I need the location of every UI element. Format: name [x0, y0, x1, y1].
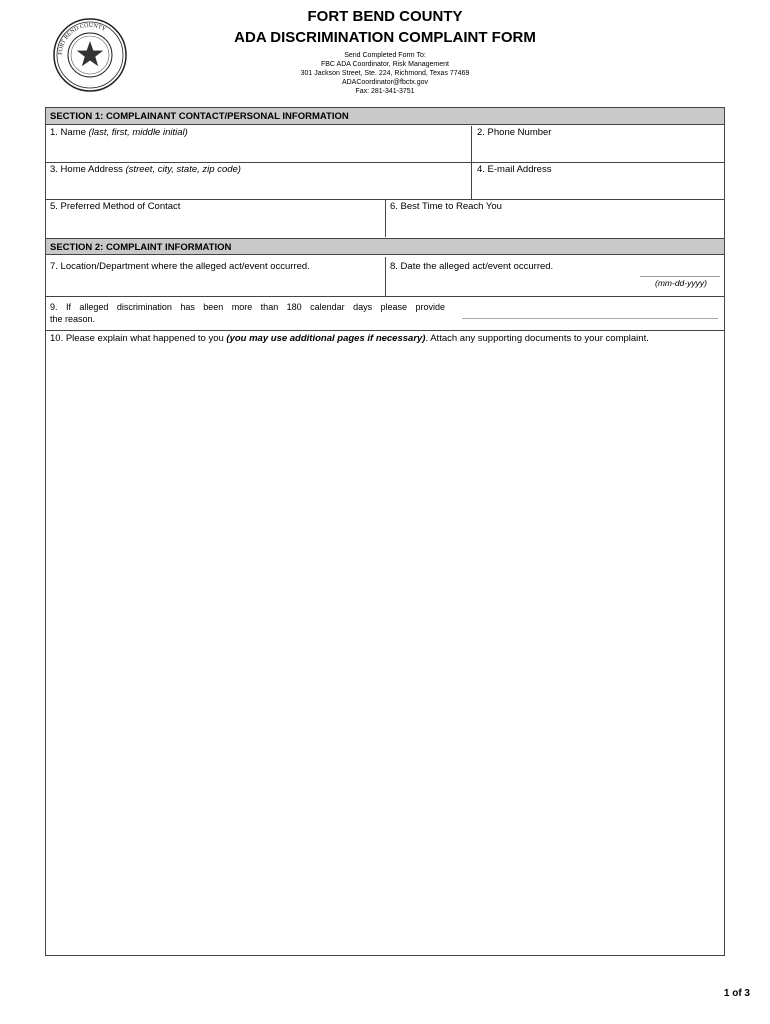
location-label: 7. Location/Department where the alleged act/event occurred.	[50, 261, 310, 272]
section2-heading: SECTION 2: COMPLAINT INFORMATION	[46, 238, 724, 255]
name-label: 1. Name (last, first, middle initial)	[50, 127, 188, 138]
form-title: ADA DISCRIMINATION COMPLAINT FORM	[234, 29, 536, 46]
date-label: 8. Date the alleged act/event occurred.	[390, 261, 554, 272]
location-field[interactable]	[46, 257, 385, 296]
send-email[interactable]: ADACoordinator@fbctx.gov	[341, 79, 429, 86]
best-time-field[interactable]	[386, 200, 724, 237]
section1-heading: SECTION 1: COMPLAINANT CONTACT/PERSONAL INFORMATION	[46, 108, 724, 125]
send-fax: Fax: 281-341-3751	[355, 88, 415, 95]
svg-text:FORT BEND COUNTY: FORT BEND COUNTY	[57, 22, 107, 56]
form-title-county: FORT BEND COUNTY	[307, 8, 463, 25]
send-to-block	[0, 51, 770, 96]
send-line: Send Completed Form To:	[344, 52, 426, 59]
address-hint: (street, city, state, zip code)	[125, 164, 241, 175]
explain-textarea[interactable]	[46, 348, 724, 954]
address-label: 3. Home Address (street, city, state, zip code)	[50, 164, 241, 175]
email-field[interactable]	[472, 163, 724, 199]
send-line: FBC ADA Coordinator, Risk Management	[320, 61, 449, 68]
page-number: 1 of 3	[723, 988, 750, 999]
email-label: 4. E-mail Address	[477, 164, 552, 175]
phone-field[interactable]	[472, 126, 724, 162]
name-hint: (last, first, middle initial)	[88, 127, 188, 138]
reason-label: 9. If alleged discrimination has been more than 180 calendar days please provide the reason.	[50, 302, 445, 324]
contact-method-field[interactable]	[46, 200, 385, 237]
phone-label: 2. Phone Number	[477, 127, 552, 138]
best-time-label: 6. Best Time to Reach You	[390, 201, 502, 212]
send-line: 301 Jackson Street, Ste. 224, Richmond, Texas 77469	[300, 70, 470, 77]
reason-field[interactable]	[462, 318, 718, 319]
date-format-hint: (mm-dd-yyyy)	[655, 278, 707, 288]
explain-emphasis: (you may use additional pages if necessary)	[226, 333, 426, 344]
explain-label: 10. Please explain what happened to you (you may use additional pages if necessary). Attach any supporting documents to your complaint.	[50, 333, 649, 344]
name-field[interactable]	[46, 126, 471, 162]
address-field[interactable]	[46, 163, 471, 199]
contact-method-label: 5. Preferred Method of Contact	[50, 201, 181, 212]
